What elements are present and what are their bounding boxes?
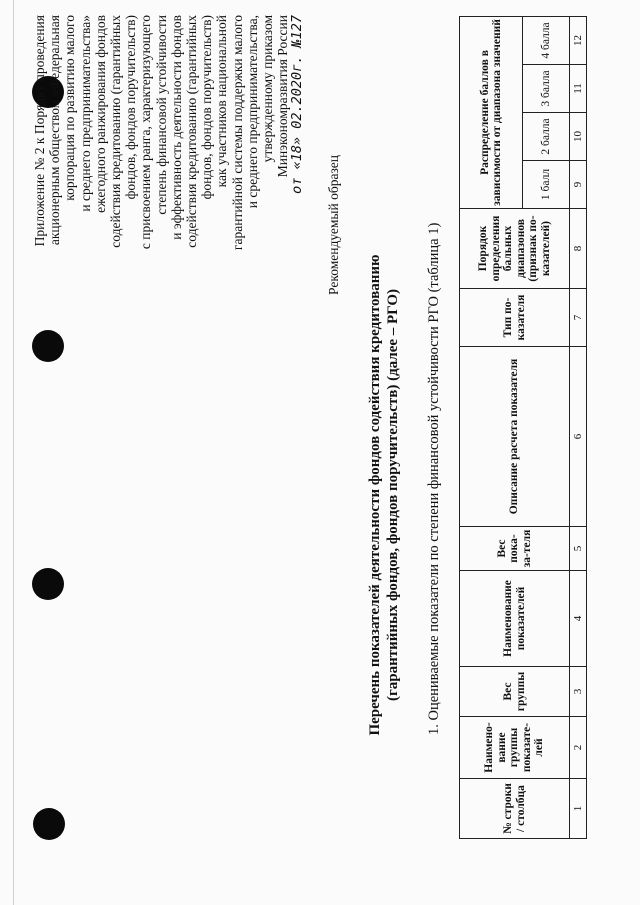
column-number: 8: [570, 209, 587, 289]
approval-line: как участников национальной: [214, 15, 230, 188]
indicators-table: [459, 16, 587, 839]
approval-line: корпорация по развитию малого: [62, 15, 78, 201]
approval-stamp-block: [32, 15, 306, 435]
recommended-sample-label: Рекомендуемый образец: [326, 154, 341, 295]
approval-line: и среднего предпринимательства,: [244, 15, 260, 209]
header-calculation-description: Описание расчета показателя: [460, 347, 570, 527]
title-line-2: (гарантийных фондов, фондов поручительств) (далее – РГО): [385, 288, 401, 702]
approval-line: и среднего предпринимательства»: [77, 15, 93, 212]
header-range-procedure: Порядок определения бальных диапазонов (признак по-казателей): [460, 209, 570, 289]
approval-line: фондов, фондов поручительств): [123, 15, 139, 200]
column-number-row: [570, 17, 587, 839]
header-score-1: 1 балл: [523, 161, 570, 209]
approval-line: Минэкономразвития России: [275, 15, 291, 178]
header-group-name: Наимено-вание группы показате-лей: [460, 717, 570, 779]
column-number: 5: [570, 527, 587, 571]
column-number: 7: [570, 289, 587, 347]
document-title: [366, 215, 402, 775]
table-header-row: [460, 17, 523, 839]
header-indicator-name: Наименование показателей: [460, 571, 570, 667]
header-group-weight: Вес группы: [460, 667, 570, 717]
approval-line: и эффективность деятельности фондов: [168, 15, 184, 240]
header-score-4: 4 балла: [523, 17, 570, 65]
column-number: 4: [570, 571, 587, 667]
column-number: 2: [570, 717, 587, 779]
approval-line: содействия кредитованию (гарантийных: [108, 15, 124, 248]
title-line-1: Перечень показателей деятельности фондов содействия кредитованию: [367, 254, 383, 736]
header-indicator-type: Тип по-казателя: [460, 289, 570, 347]
header-row-number: № строки / столбца: [460, 779, 570, 839]
column-number: 1: [570, 779, 587, 839]
approval-line: утвержденному приказом: [260, 15, 276, 163]
header-score-distribution: Распределение баллов в зависимости от диапазона значений: [460, 17, 523, 209]
approval-line: содействия кредитованию (гарантийных: [184, 15, 200, 248]
column-number: 10: [570, 113, 587, 161]
column-number: 9: [570, 161, 587, 209]
approval-line: ежегодного ранжирования фондов: [92, 15, 108, 213]
approval-line: степень финансовой устойчивости: [153, 15, 169, 215]
column-number: 6: [570, 347, 587, 527]
header-score-3: 3 балла: [523, 65, 570, 113]
column-number: 3: [570, 667, 587, 717]
header-indicator-weight: Вес пока-за-теля: [460, 527, 570, 571]
header-score-2: 2 балла: [523, 113, 570, 161]
approval-line: акционерным обществом «Федеральная: [47, 15, 63, 246]
approval-line: Приложение № 2 к Порядку проведения: [32, 15, 47, 247]
approval-line: фондов, фондов поручительств): [199, 15, 215, 200]
rotated-document-content: [4, 5, 629, 905]
table-subtitle: 1. Оцениваемые показатели по степени финансовой устойчивости РГО (таблица 1): [426, 222, 442, 735]
approval-line: гарантийной системы поддержки малого: [229, 15, 245, 251]
column-number: 11: [570, 65, 587, 113]
column-number: 12: [570, 17, 587, 65]
approval-line: с присвоением ранга, характеризующего: [138, 15, 154, 250]
approval-date-line: от «18» 02.2020г. №127: [289, 15, 306, 194]
